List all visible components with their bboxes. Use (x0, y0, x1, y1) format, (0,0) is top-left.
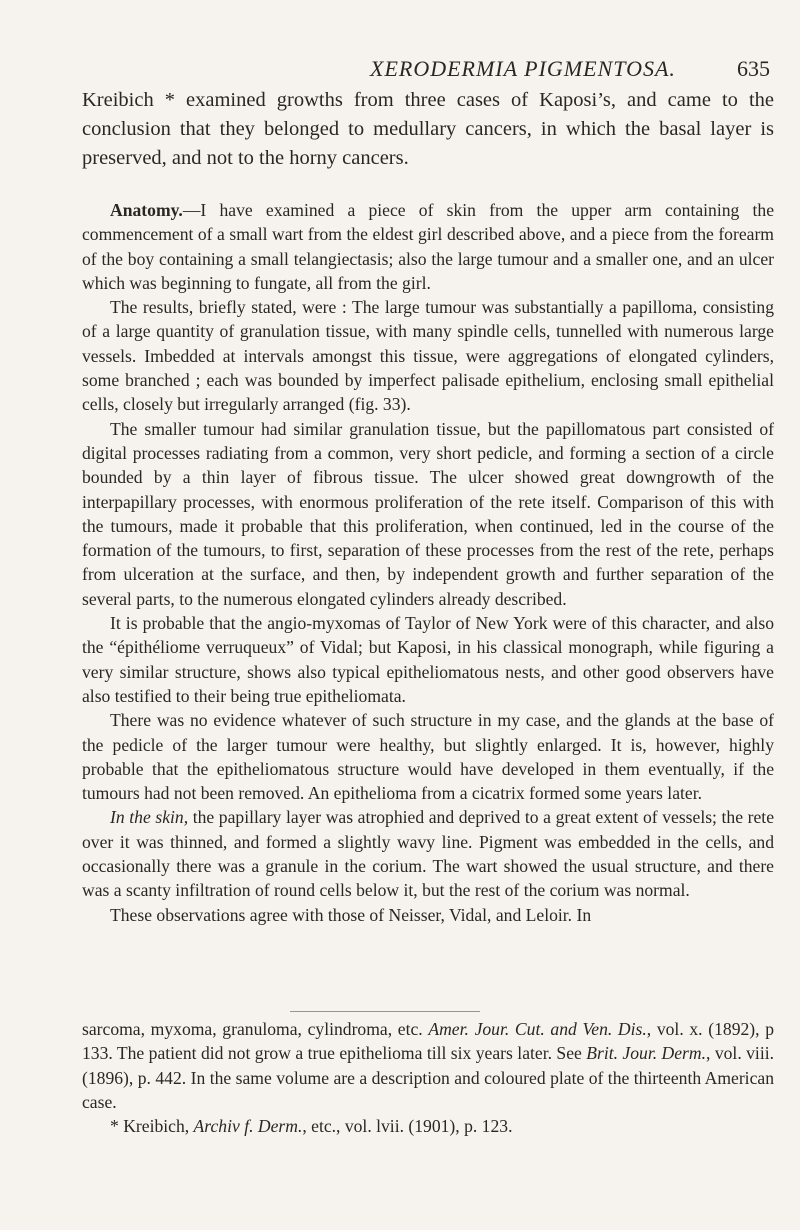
footnote-divider (290, 1011, 480, 1012)
skin-text: the papillary layer was atrophied and deprived to a great extent of vessels; the rete over it was thinned, and formed a slightly wavy line. Pigment was embedded in the cells, and occasionally there was a granule in the corium. The wart showed the usual structure, and there was a scanty infiltration of round cells below it, but the rest of the corium was normal. (82, 807, 775, 901)
running-title: XERODERMIA PIGMENTOSA. (370, 56, 676, 81)
footnote-continuation: sarcoma, myxoma, granuloma, cylindroma, etc. Amer. Jour. Cut. and Ven. Dis., vol. x. (1892), p 133. The patient did not grow a true epithelioma till six years later. See Brit. Jour. Derm., vol. viii. (1896), p. 442. In the same volume are a description and coloured plate of the thirteenth American case. (82, 1019, 775, 1112)
closing-paragraph: These observations agree with those of Neisser, Vidal, and Leloir. In (110, 904, 592, 925)
footnote-kreibich: * Kreibich, Archiv f. Derm., etc., vol. lvii. (1901), p. 123. (110, 1116, 513, 1137)
no-evidence-paragraph: There was no evidence whatever of such structure in my case, and the glands at the base of the pedicle of the larger tumour were healthy, but slightly enlarged. It is, however, highly probable that the epitheliomatous structure would have developed in them eventually, if the tumours had not been removed. An epithelioma from a cicatrix formed some years later. (82, 710, 774, 804)
angio-myxoma-paragraph: It is probable that the angio-myxomas of Taylor of New York were of this character, and also the “épithéliome verruqueux” of Vidal; but Kaposi, in his classical monograph, while figuring a very similar structure, shows also typical epitheliomatous nests, and other good observers have also testified to their being true epitheliomata. (82, 613, 774, 706)
journal-citation: Brit. Jour. Derm. (586, 1043, 707, 1064)
footnotes (82, 1017, 774, 1138)
lead-paragraph-text: Kreibich * examined growths from three cases of Kaposi’s, and came to the conclusion that they belonged to medullary cancers, in which the basal layer is preserved, and not to the horny cancers. (82, 89, 774, 169)
main-text (82, 198, 774, 927)
anatomy-heading: Anatomy. (110, 200, 183, 220)
anatomy-paragraph (82, 198, 774, 295)
lead-paragraph (82, 86, 774, 173)
journal-citation: Amer. Jour. Cut. and Ven. Dis. (428, 1019, 647, 1039)
anatomy-text: —I have examined a piece of skin from the upper arm containing the commencement of a small wart from the eldest girl described above, and a piece from the forearm of the boy containing a small telangiectasis; also the large tumour and a smaller one, and an ulcer which was beginning to fungate, all from the girl. (82, 200, 774, 293)
page-number: 635 (737, 56, 770, 81)
results-paragraph: The results, briefly stated, were : The large tumour was substantially a papilloma, consisting of a large quantity of granulation tissue, with many spindle cells, tunnelled with numerous large vessels. Imbedded at intervals amongst this tissue, were aggregations of elongated cylinders, some branched ; each was bounded by imperfect palisade epithelium, enclosing small epithelial cells, closely but irregularly arranged (fig. 33). (82, 297, 774, 415)
skin-lead: In the skin, (110, 807, 189, 828)
skin-paragraph (82, 805, 774, 902)
smaller-tumour-paragraph: The smaller tumour had similar granulation tissue, but the papillomatous part consisted of digital processes radiating from a common, very short pedicle, and forming a section of a circle bounded by a thin layer of fibrous tissue. The ulcer showed great downgrowth of the interpapillary processes, with enormous proliferation of the rete itself. Comparison of this with the tumours, made it probable that this proliferation, when continued, led in the course of the formation of the tumours, to first, separation of these processes from the rest of the rete, perhaps from ulceration at the surface, and then, by independent growth and further separation of the several parts, to the numerous elongated cylinders already described. (82, 418, 774, 609)
journal-citation: Archiv f. Derm. (193, 1116, 303, 1137)
